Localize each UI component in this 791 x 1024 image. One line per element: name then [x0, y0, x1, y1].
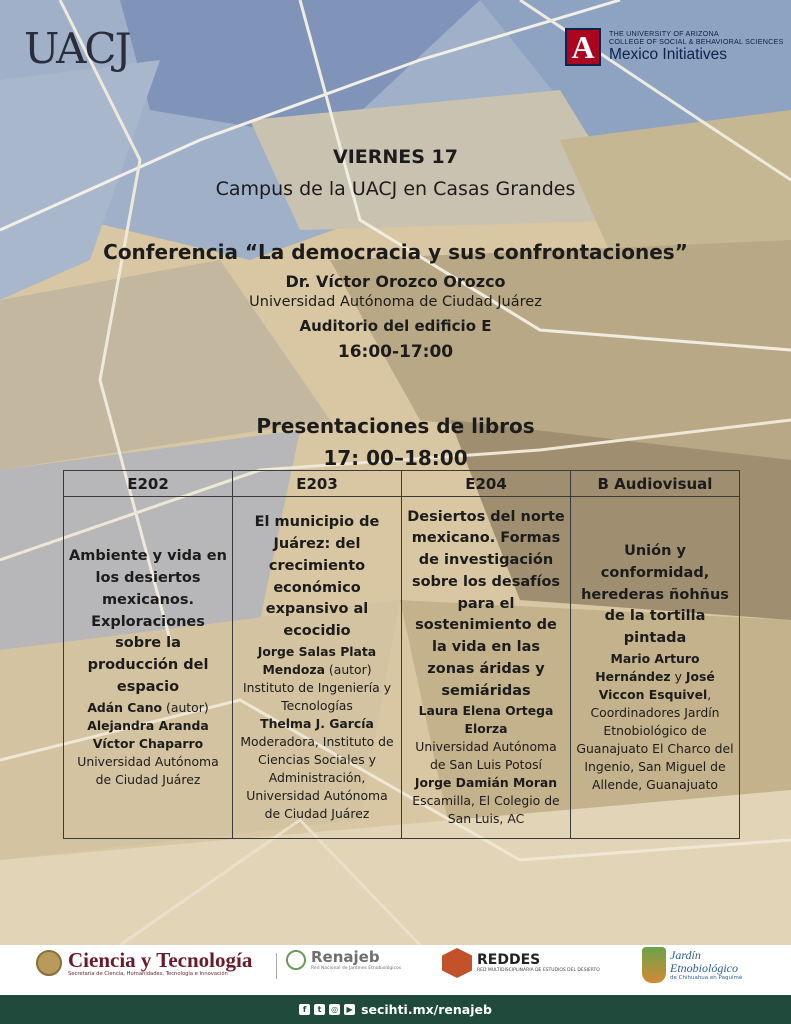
author-name: Víctor Chaparro — [92, 735, 204, 751]
table-header-row — [64, 471, 740, 497]
renajeb-subtitle: Red Nacional de Jardines Etnobiológicos — [311, 965, 402, 971]
conference-title: Conferencia “La democracia y sus confrontaciones” — [103, 240, 688, 264]
header — [0, 0, 791, 90]
author-name: Laura Elena Ortega Elorza — [418, 703, 554, 737]
author-name: Jorge Damián Moran — [414, 775, 558, 791]
instagram-icon[interactable]: ◎ — [329, 1004, 340, 1015]
ua-logo-text — [609, 30, 784, 63]
footer-bar — [0, 995, 791, 1024]
author-name: Alejandra Aranda — [87, 717, 209, 733]
affiliation: Universidad Autónoma de San Luis Potosí — [415, 739, 557, 773]
cyt-name: Ciencia y Tecnología — [68, 948, 253, 972]
book-title: Ambiente y vida en los desiertos mexicanos. Exploraciones sobre la producción del espacio — [69, 548, 227, 695]
renajeb-name: Renajeb — [311, 948, 380, 966]
uacj-logo: UACJ — [24, 24, 130, 73]
jardin-text — [670, 949, 742, 981]
renajeb-leaf-icon — [286, 950, 306, 970]
affiliation: Instituto de Ingeniería y Tecnologías — [242, 679, 392, 713]
event-campus: Campus de la UACJ en Casas Grandes — [215, 178, 576, 200]
book-title: El municipio de Juárez: del crecimiento económico expansivo al ecocidio — [254, 514, 380, 640]
arizona-a-icon: A — [565, 28, 601, 66]
cell-e203 — [233, 497, 402, 839]
column-header-e204: E204 — [402, 471, 571, 497]
book-presentations-table — [63, 470, 740, 839]
jardin-subtitle: de Chihuahua en Paquimé — [670, 975, 743, 982]
column-header-e203: E203 — [233, 471, 402, 497]
speaker-university: Universidad Autónoma de Ciudad Juárez — [249, 294, 542, 310]
moderator-name: Thelma J. García — [260, 715, 374, 731]
conference-time: 16:00-17:00 — [337, 342, 454, 362]
sponsor-logos — [0, 945, 791, 995]
cell-b-audiovisual — [571, 497, 740, 839]
reddes-name: REDDES — [477, 951, 541, 968]
ciencia-tecnologia-logo — [36, 949, 252, 977]
author-name: Adán Cano — [87, 699, 163, 715]
reddes-text — [477, 953, 600, 973]
conference-room: Auditorio del edificio E — [299, 317, 492, 335]
author-role: (autor) — [324, 661, 372, 677]
cell-e204 — [402, 497, 571, 839]
jardin-name-2: Etnobiológico — [670, 961, 738, 975]
event-day: VIERNES 17 — [332, 146, 458, 168]
youtube-icon[interactable]: ▶ — [344, 1004, 355, 1015]
joiner-text: y — [670, 668, 686, 684]
university-of-arizona-logo — [565, 28, 784, 66]
affiliation: Moderadora, Instituto de Ciencias Sociales y Administración, Universidad Autónoma de Ciudad Juárez — [240, 733, 394, 821]
logo-divider — [276, 953, 277, 979]
reddes-subtitle: RED MULTIDISCIPLINARIA DE ESTUDIOS DEL DESIERTO — [477, 968, 600, 974]
ua-line1: THE UNIVERSITY OF ARIZONA — [609, 29, 719, 39]
cell-e202 — [64, 497, 233, 839]
book-title: Unión y conformidad, herederas ñohñus de la tortilla pintada — [581, 543, 729, 647]
presentations-heading: Presentaciones de libros — [256, 414, 535, 438]
facebook-icon[interactable]: f — [299, 1004, 310, 1015]
jardin-etnobiologico-logo — [642, 947, 742, 983]
speaker-name: Dr. Víctor Orozco Orozco — [285, 272, 506, 291]
affiliation: Escamilla, El Colegio de San Luis, AC — [412, 793, 560, 827]
cyt-text — [68, 949, 252, 977]
cactus-pot-icon — [642, 947, 666, 983]
author-name: Mario Arturo Hernández — [595, 650, 700, 684]
ua-line2: COLLEGE OF SOCIAL & BEHAVIORAL SCIENCES — [609, 36, 784, 46]
reddes-emblem-icon — [442, 948, 472, 978]
column-header-b-audiovisual: B Audiovisual — [571, 471, 740, 497]
twitter-icon[interactable]: t — [314, 1004, 325, 1015]
column-header-e202: E202 — [64, 471, 233, 497]
author-role: (autor) — [162, 699, 209, 715]
ua-name: Mexico Initiatives — [609, 46, 728, 64]
author-name: Jorge Salas Plata Mendoza — [257, 643, 377, 677]
cyt-subtitle: Secretaría de Ciencia, Humanidades, Tecnología e Innovación — [68, 971, 228, 978]
comma-text: , — [707, 686, 712, 702]
national-seal-icon — [36, 950, 62, 976]
author-name: José Viccon Esquivel — [598, 668, 715, 702]
renajeb-logo — [286, 949, 401, 971]
book-title: Desiertos del norte mexicano. Formas de investigación sobre los desafíos para el sostenimiento de la vida en las zonas áridas y semiáridas — [407, 508, 565, 699]
presentations-time: 17: 00–18:00 — [323, 446, 468, 470]
reddes-logo — [442, 948, 600, 978]
jardin-name-1: Jardín — [670, 947, 701, 962]
table-row — [64, 497, 740, 839]
renajeb-text — [311, 949, 401, 971]
affiliation: Universidad Autónoma de Ciudad Juárez — [77, 753, 219, 787]
affiliation: Coordinadores Jardín Etnobiológico de Guanajuato El Charco del Ingenio, San Miguel de Allende, Guanajuato — [576, 704, 734, 792]
website-link[interactable]: secihti.mx/renajeb — [361, 1002, 492, 1017]
